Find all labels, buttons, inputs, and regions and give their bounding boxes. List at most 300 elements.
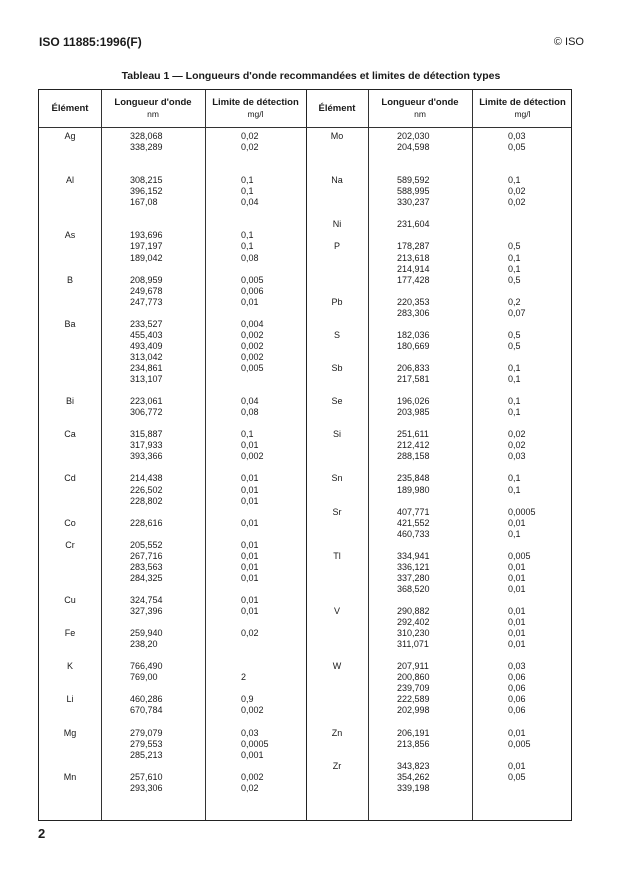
element-symbol: Ba [64, 318, 76, 329]
element-symbol [306, 264, 368, 275]
row-spacer [39, 462, 101, 473]
detection-limit-value: 0,01 [241, 594, 259, 605]
row-spacer [39, 507, 101, 518]
row-spacer [241, 264, 306, 275]
row-spacer [39, 385, 101, 396]
element-symbol [39, 562, 101, 573]
wavelength-value: 328,068 [130, 131, 163, 141]
element-symbol [39, 783, 101, 794]
row-spacer [39, 761, 101, 772]
element-symbol [306, 562, 368, 573]
row-spacer [130, 529, 205, 540]
row-spacer [39, 683, 101, 694]
wavelength-value: 343,823 [397, 760, 430, 771]
element-symbol [306, 617, 368, 628]
wavelength-value: 279,553 [130, 738, 163, 749]
element-symbol [39, 374, 101, 385]
wavelength-value: 177,428 [397, 274, 430, 285]
row-spacer [508, 153, 573, 164]
element-symbol [39, 485, 101, 496]
wavelength-value: 214,438 [130, 473, 163, 484]
row-spacer [306, 286, 368, 297]
detection-limit-value: 0,0005 [241, 738, 269, 749]
element-symbol [39, 750, 101, 761]
wavelength-value: 213,618 [397, 252, 430, 263]
row-spacer [397, 286, 472, 297]
element-symbol [306, 772, 368, 783]
element-symbol [306, 628, 368, 639]
wavelength-value: 207,911 [397, 661, 429, 672]
detection-limit-value: 0,1 [508, 263, 521, 274]
row-spacer [241, 308, 306, 319]
row-spacer [306, 418, 368, 429]
element-symbol: Cu [64, 594, 76, 605]
detection-limit-value: 0,01 [241, 440, 259, 451]
detection-limit-value: 0,02 [508, 186, 526, 197]
detection-limit-value: 0,02 [241, 131, 259, 141]
wavelength-value: 238,20 [130, 639, 158, 650]
row-spacer [397, 650, 472, 661]
row-spacer [508, 716, 573, 727]
detection-limit-value: 0,006 [241, 285, 264, 296]
wavelength-value: 228,616 [130, 517, 163, 528]
wavelength-value: 589,592 [397, 175, 430, 186]
detection-limit-value: 0,002 [241, 771, 264, 782]
row-spacer [39, 153, 101, 164]
detection-limit-value: 2 [241, 672, 247, 683]
element-symbol: Zn [331, 727, 343, 738]
header-detection-limit [205, 90, 306, 127]
detection-limit-value: 0,01 [508, 572, 526, 583]
element-symbol: S [333, 329, 340, 340]
row-spacer [306, 650, 368, 661]
element-symbol [306, 253, 368, 264]
wavelength-value: 337,280 [397, 572, 430, 583]
detection-limit-value: 0,01 [508, 727, 526, 738]
element-symbol: K [66, 661, 73, 672]
wavelength-value: 313,042 [130, 351, 163, 362]
row-spacer [397, 496, 472, 507]
wavelength-value: 231,604 [397, 219, 430, 230]
wavelength-value: 766,490 [130, 661, 163, 672]
detection-limit-value: 0,06 [508, 683, 526, 694]
element-symbol [306, 341, 368, 352]
row-spacer [306, 595, 368, 606]
detection-limit-value: 0,02 [241, 782, 259, 793]
wavelength-value: 330,237 [397, 197, 430, 208]
element-symbol [39, 197, 101, 208]
left-detection-limit-column [205, 131, 306, 794]
row-spacer [39, 529, 101, 540]
row-spacer [508, 352, 573, 363]
row-spacer [306, 352, 368, 363]
detection-limit-value: 0,01 [241, 473, 259, 484]
row-spacer [241, 683, 306, 694]
row-spacer [241, 617, 306, 628]
element-symbol: Bi [65, 396, 74, 407]
element-symbol: Se [331, 396, 343, 407]
right-detection-limit-column [472, 131, 573, 794]
row-spacer [306, 385, 368, 396]
row-spacer [241, 153, 306, 164]
element-symbol [306, 783, 368, 794]
detection-limit-value: 0,002 [241, 451, 264, 462]
detection-limit-value: 0,1 [508, 473, 521, 484]
row-spacer [39, 308, 101, 319]
header-wavelength-unit: nm [147, 109, 159, 119]
wavelength-value: 212,412 [397, 440, 430, 451]
element-symbol [39, 672, 101, 683]
wavelength-value: 317,933 [130, 440, 163, 451]
detection-limit-value [241, 661, 306, 672]
detection-limit-value: 0,01 [241, 517, 259, 528]
row-spacer [130, 385, 205, 396]
header-element [306, 90, 368, 127]
row-spacer [241, 507, 306, 518]
detection-limit-value: 0,1 [508, 362, 521, 373]
wavelength-value: 455,403 [130, 329, 163, 340]
element-symbol [306, 197, 368, 208]
wavelength-value: 393,366 [130, 451, 163, 462]
detection-limit-value: 0,005 [508, 550, 531, 561]
wavelength-value: 239,709 [397, 683, 430, 694]
row-spacer [397, 385, 472, 396]
table-caption: Tableau 1 — Longueurs d'onde recommandées et limites de détection types [121, 70, 501, 82]
detection-limit-value: 0,06 [508, 672, 526, 683]
element-symbol: P [333, 241, 340, 252]
detection-limit-value: 0,01 [508, 617, 526, 628]
wavelength-value: 407,771 [397, 506, 430, 517]
element-symbol [39, 330, 101, 341]
detection-limit-value: 0,005 [241, 274, 264, 285]
detection-limit-value: 0,001 [241, 749, 264, 760]
element-symbol: Mg [63, 727, 77, 738]
element-symbol: V [333, 606, 340, 617]
wavelength-value: 202,998 [397, 705, 430, 716]
element-symbol [39, 241, 101, 252]
element-symbol: Mn [63, 771, 77, 782]
header-element-label: Élément [318, 102, 356, 114]
row-spacer [130, 617, 205, 628]
row-spacer [306, 496, 368, 507]
element-symbol: Tl [333, 550, 341, 561]
detection-limit-value: 0,1 [241, 175, 254, 186]
detection-limit-value: 0,1 [508, 528, 521, 539]
header-detection-limit-label: Limite de détection [479, 97, 566, 108]
wavelength-value: 214,914 [397, 263, 430, 274]
wavelength-value: 313,107 [130, 374, 163, 385]
detection-limit-value: 0,01 [241, 606, 259, 617]
element-symbol [39, 573, 101, 584]
wavelength-value: 206,833 [397, 362, 430, 373]
detection-limit-value: 0,002 [241, 705, 264, 716]
wavelength-value: 368,520 [397, 583, 430, 594]
wavelength-value: 208,959 [130, 274, 163, 285]
element-symbol [39, 297, 101, 308]
row-spacer [241, 164, 306, 175]
detection-limit-value: 0,06 [508, 694, 526, 705]
element-symbol [306, 275, 368, 286]
detection-limit-value: 0,01 [241, 550, 259, 561]
wavelength-value: 247,773 [130, 296, 163, 307]
row-spacer [306, 230, 368, 241]
detection-limit-value: 0,01 [508, 606, 526, 617]
wavelength-value: 202,030 [397, 131, 430, 141]
wavelength-value: 217,581 [397, 374, 430, 385]
wavelength-value: 338,289 [130, 142, 163, 153]
header-wavelength [368, 90, 472, 127]
row-spacer [39, 264, 101, 275]
detection-limit-value: 0,02 [241, 142, 259, 153]
element-symbol: Li [66, 694, 74, 705]
element-symbol [306, 308, 368, 319]
row-spacer [508, 496, 573, 507]
wavelength-value: 334,941 [397, 550, 430, 561]
row-spacer [39, 617, 101, 628]
detection-limit-value [508, 783, 573, 794]
row-spacer [39, 208, 101, 219]
detection-limit-value: 0,08 [241, 407, 259, 418]
element-symbol: As [64, 230, 76, 241]
wavelength-value: 493,409 [130, 340, 163, 351]
row-spacer [130, 308, 205, 319]
row-spacer [397, 595, 472, 606]
detection-limit-value: 0,1 [508, 175, 521, 186]
row-spacer [39, 716, 101, 727]
row-spacer [39, 164, 101, 175]
wavelength-value: 178,287 [397, 241, 430, 252]
row-spacer [508, 462, 573, 473]
row-spacer [508, 595, 573, 606]
element-symbol [306, 639, 368, 650]
row-spacer [39, 219, 101, 230]
row-spacer [130, 418, 205, 429]
detection-limit-value: 0,01 [508, 760, 526, 771]
element-symbol [39, 451, 101, 462]
detection-limit-value: 0,002 [241, 329, 264, 340]
element-symbol [39, 253, 101, 264]
row-spacer [241, 716, 306, 727]
wavelength-value: 308,215 [130, 175, 163, 186]
row-spacer [306, 462, 368, 473]
wavelength-value: 257,610 [130, 771, 163, 782]
row-spacer [397, 352, 472, 363]
detection-limit-value: 0,01 [241, 539, 259, 550]
wavelength-value: 205,552 [130, 539, 163, 550]
detection-limit-value: 0,1 [241, 429, 254, 440]
element-symbol [39, 606, 101, 617]
element-symbol [306, 705, 368, 716]
wavelength-value: 200,860 [397, 672, 430, 683]
detection-limit-value: 0,03 [508, 131, 526, 141]
detection-limit-value: 0,5 [508, 329, 521, 340]
detection-limit-value: 0,005 [508, 738, 531, 749]
element-symbol: Mo [330, 131, 344, 141]
row-spacer [130, 507, 205, 518]
row-spacer [39, 584, 101, 595]
detection-limit-value: 0,03 [241, 727, 259, 738]
wavelength-value: 284,325 [130, 572, 163, 583]
row-spacer [397, 418, 472, 429]
wavelength-value: 285,213 [130, 749, 163, 760]
wavelength-value: 293,306 [130, 782, 163, 793]
detection-limit-value: 0,1 [508, 407, 521, 418]
detection-limit-value: 0,005 [241, 362, 264, 373]
document-id: ISO 11885:1996(F) [39, 35, 142, 49]
right-wavelength-column [368, 131, 472, 794]
element-symbol [39, 286, 101, 297]
row-spacer [241, 584, 306, 595]
element-symbol [306, 142, 368, 153]
element-symbol [39, 739, 101, 750]
wavelength-value: 189,042 [130, 252, 163, 263]
detection-limit-value: 0,01 [508, 628, 526, 639]
element-symbol: Si [332, 429, 341, 440]
detection-limit-value: 0,04 [241, 197, 259, 208]
element-symbol [306, 407, 368, 418]
wavelength-value: 220,353 [397, 296, 430, 307]
detection-limit-value: 0,002 [241, 351, 264, 362]
element-symbol [39, 341, 101, 352]
element-symbol [39, 186, 101, 197]
wavelength-value: 196,026 [397, 396, 430, 407]
row-spacer [241, 761, 306, 772]
detection-limit-value: 0,06 [508, 705, 526, 716]
detection-limit-value: 0,5 [508, 340, 521, 351]
header-wavelength-label: Longueur d'onde [114, 97, 192, 108]
element-symbol [39, 352, 101, 363]
row-spacer [130, 761, 205, 772]
row-spacer [306, 164, 368, 175]
element-symbol [306, 584, 368, 595]
row-spacer [306, 319, 368, 330]
wavelength-value: 251,611 [397, 429, 429, 440]
row-spacer [130, 219, 205, 230]
element-symbol: Ca [64, 429, 76, 440]
row-spacer [39, 650, 101, 661]
wavelength-value: 234,861 [130, 362, 163, 373]
row-spacer [130, 264, 205, 275]
detection-limit-value: 0,002 [241, 340, 264, 351]
wavelength-value: 249,678 [130, 285, 163, 296]
detection-limit-value: 0,01 [508, 561, 526, 572]
element-symbol [306, 529, 368, 540]
element-symbol [39, 407, 101, 418]
header-detection-limit-unit: mg/l [247, 109, 264, 119]
row-spacer [397, 716, 472, 727]
wavelength-value: 421,552 [397, 517, 430, 528]
detection-limit-value: 0,004 [241, 318, 264, 329]
element-symbol [39, 363, 101, 374]
element-symbol [306, 485, 368, 496]
detection-limit-value: 0,02 [508, 440, 526, 451]
wavelength-value: 233,527 [130, 318, 163, 329]
wavelength-value: 267,716 [130, 550, 163, 561]
detection-limit-value: 0,5 [508, 241, 521, 252]
detection-limit-value: 0,01 [241, 572, 259, 583]
wavelength-value: 288,158 [397, 451, 430, 462]
detection-limit-value: 0,5 [508, 274, 521, 285]
element-symbol [306, 440, 368, 451]
element-symbol: Ni [332, 219, 342, 230]
wavelength-value: 292,402 [397, 617, 430, 628]
element-symbol [306, 573, 368, 584]
header-detection-limit [472, 90, 573, 127]
row-spacer [508, 230, 573, 241]
row-spacer [130, 683, 205, 694]
element-symbol: Cd [64, 473, 76, 484]
detection-limit-value: 0,1 [241, 241, 254, 252]
detection-limit-value: 0,1 [241, 230, 254, 241]
element-symbol: Sb [331, 362, 343, 373]
wavelength-value: 228,802 [130, 495, 163, 506]
row-spacer [130, 164, 205, 175]
wavelength-value: 213,856 [397, 738, 430, 749]
row-spacer [39, 418, 101, 429]
row-spacer [397, 750, 472, 761]
element-symbol [306, 518, 368, 529]
element-symbol [306, 374, 368, 385]
row-spacer [397, 462, 472, 473]
detection-limit-value: 0,1 [508, 396, 521, 407]
wavelength-value: 339,198 [397, 782, 430, 793]
element-symbol: Sr [332, 506, 342, 517]
wavelength-value: 588,995 [397, 186, 430, 197]
wavelength-value: 193,696 [130, 230, 163, 241]
detection-limit-value: 0,01 [508, 639, 526, 650]
copyright-mark: © ISO [553, 36, 584, 48]
wavelength-value: 279,079 [130, 727, 163, 738]
row-spacer [508, 750, 573, 761]
detection-limit-value: 0,01 [508, 583, 526, 594]
detection-limit-value: 0,1 [508, 374, 521, 385]
row-spacer [306, 153, 368, 164]
detection-limit-value: 0,2 [508, 296, 521, 307]
detection-limit-value: 0,03 [508, 451, 526, 462]
element-symbol [306, 683, 368, 694]
row-spacer [397, 164, 472, 175]
detection-limit-value [508, 219, 573, 230]
page-number: 2 [38, 826, 46, 841]
wavelength-value: 235,848 [397, 473, 430, 484]
element-symbol: B [66, 274, 73, 285]
row-spacer [397, 208, 472, 219]
row-spacer [241, 385, 306, 396]
row-spacer [508, 208, 573, 219]
row-spacer [508, 319, 573, 330]
row-spacer [306, 540, 368, 551]
row-spacer [241, 462, 306, 473]
wavelength-value: 396,152 [130, 186, 163, 197]
row-spacer [306, 750, 368, 761]
header-wavelength-label: Longueur d'onde [381, 97, 459, 108]
detection-limit-value: 0,1 [508, 252, 521, 263]
wavelength-value: 290,882 [397, 606, 430, 617]
detection-limit-value: 0,03 [508, 661, 526, 672]
wavelength-value: 460,733 [397, 528, 430, 539]
detection-limit-value: 0,01 [241, 484, 259, 495]
wavelength-value: 310,230 [397, 628, 430, 639]
wavelength-value: 222,589 [397, 694, 430, 705]
wavelength-value: 203,985 [397, 407, 430, 418]
row-spacer [508, 650, 573, 661]
detection-limit-value: 0,02 [508, 197, 526, 208]
row-spacer [241, 219, 306, 230]
row-spacer [130, 462, 205, 473]
element-symbol [39, 496, 101, 507]
element-symbol: W [332, 661, 342, 672]
element-symbol: Na [331, 175, 343, 186]
